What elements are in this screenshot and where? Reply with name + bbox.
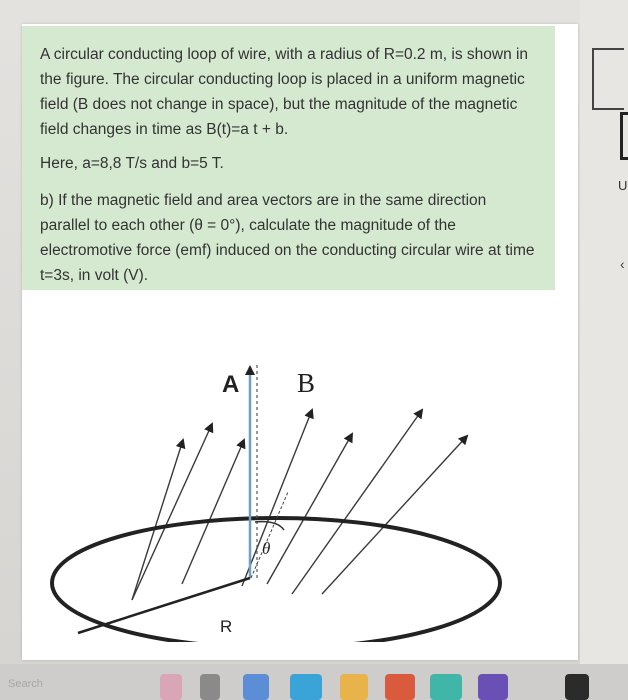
app-icon[interactable]	[243, 674, 269, 700]
panel-frame	[592, 48, 624, 110]
app-icon[interactable]	[340, 674, 368, 700]
field-line	[242, 410, 312, 586]
conducting-loop	[52, 518, 500, 642]
app-icon[interactable]	[200, 674, 220, 700]
question-paragraph-2: Here, a=8,8 T/s and b=5 T.	[40, 155, 224, 172]
label-angle: θ	[262, 539, 271, 558]
right-panel	[580, 0, 628, 700]
search-box[interactable]: Search	[8, 678, 43, 690]
field-line	[132, 440, 183, 600]
question-box	[22, 26, 555, 290]
app-icon[interactable]	[478, 674, 508, 700]
label-area: A	[222, 371, 240, 398]
question-paragraph-3: b) If the magnetic field and area vectors are in the same direction parallel to each other (θ = 0°), calculate the magnitude of the electromotive force (emf) induced on the conducting circular wire at time t=3s, in volt (V).	[40, 192, 535, 284]
field-line	[292, 410, 422, 594]
panel-frame-bold	[620, 112, 628, 160]
label-radius: R	[220, 617, 233, 636]
field-line	[267, 434, 352, 584]
field-line	[322, 436, 467, 594]
app-icon[interactable]	[385, 674, 415, 700]
field-lines	[132, 410, 467, 600]
chevron-left-icon[interactable]: ‹	[620, 256, 625, 272]
field-line	[132, 424, 212, 600]
loop-figure	[22, 332, 522, 642]
panel-partial-text: U	[618, 178, 628, 193]
app-icon[interactable]	[430, 674, 462, 700]
app-icon[interactable]	[565, 674, 589, 700]
app-icon[interactable]	[160, 674, 182, 700]
label-field: B	[297, 368, 316, 398]
angle-arc	[255, 522, 284, 530]
app-icon[interactable]	[290, 674, 322, 700]
question-paragraph-1: A circular conducting loop of wire, with a radius of R=0.2 m, is shown in the figure. The circular conducting loop is placed in a uniform magnetic field (B does not change in space), but the magnitude of the magnetic field changes in time as B(t)=a t + b.	[40, 46, 529, 138]
field-line	[182, 440, 244, 584]
taskbar	[0, 664, 628, 700]
question-text	[40, 42, 540, 288]
